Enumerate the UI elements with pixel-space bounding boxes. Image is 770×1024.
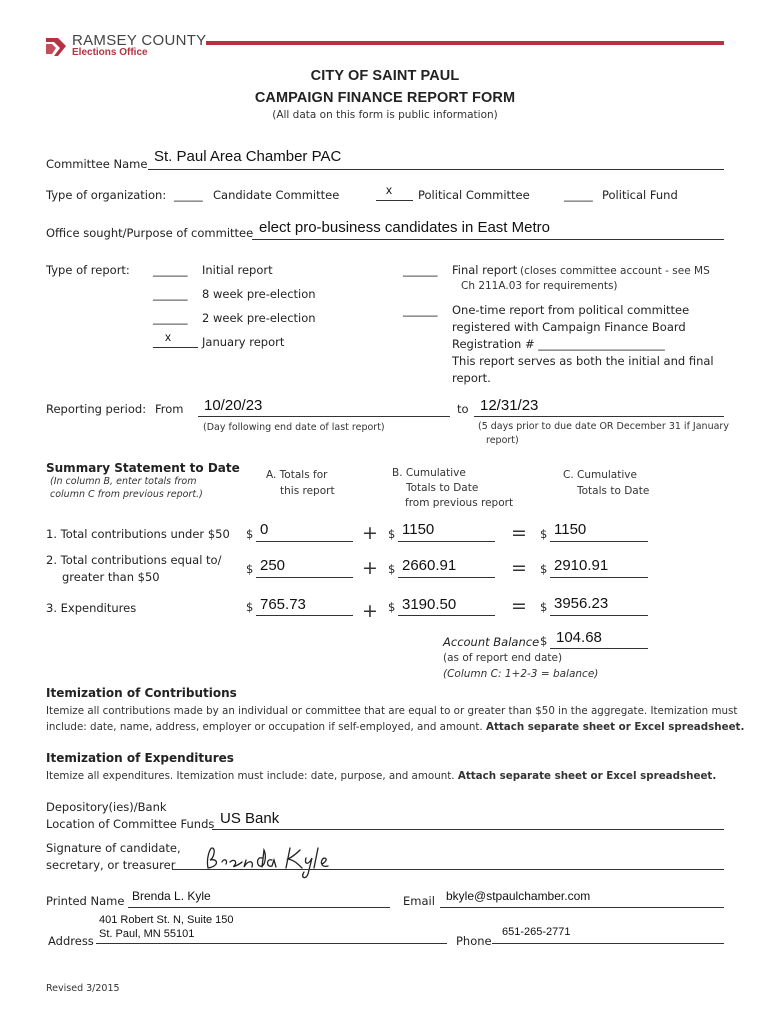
committee-name-value[interactable]: St. Paul Area Chamber PAC [154,148,342,165]
county-logo [44,34,214,60]
row3-b-currency: $ [388,600,396,614]
email-line [440,907,724,908]
col-c-head1: C. Cumulative [563,469,637,481]
org-type-fund-blank[interactable]: _____ [564,188,593,202]
report-final-note2: Ch 211A.03 for requirements) [461,280,618,292]
bank-value[interactable]: US Bank [220,810,280,827]
office-label: Office sought/Purpose of committee [46,226,254,240]
report-onetime-line2: registered with Campaign Finance Board [452,320,686,334]
col-b-head3: from previous report [405,497,514,509]
contrib-heading: Itemization of Contributions [46,686,237,700]
contrib-text1: Itemize all contributions made by an individual or committee that are equal to or greater than $50 in the aggregate. Itemization must [46,705,738,717]
org-type-political-line [376,200,413,201]
email-value[interactable]: bkyle@stpaulchamber.com [446,889,591,903]
address-line [96,943,447,944]
balance-note1: (as of report end date) [443,652,563,664]
report-january-mark[interactable]: x [165,330,171,344]
report-2week-blank[interactable]: ______ [153,311,188,325]
org-type-fund-label: Political Fund [602,188,678,202]
balance-note2: (Column C: 1+2-3 = balance) [443,668,599,680]
row3-c-currency: $ [540,600,548,614]
address-line2[interactable]: St. Paul, MN 55101 [99,928,195,940]
period-from-label: From [155,402,184,416]
report-final-label: Final report [452,263,518,277]
exp-text-plain: Itemize all expenditures. Itemization must include: date, purpose, and amount. [46,770,455,782]
county-name: RAMSEY COUNTY [72,32,207,49]
exp-heading: Itemization of Expenditures [46,751,234,765]
row3-b-value[interactable]: 3190.50 [402,596,457,613]
balance-value[interactable]: 104.68 [556,629,602,646]
row3-label: 3. Expenditures [46,601,137,615]
report-8week-label: 8 week pre-election [202,287,316,301]
row2-c-currency: $ [540,562,548,576]
summary-sub2: column C from previous report.) [50,489,203,500]
row3-c-line [550,615,648,616]
row2-c-line [550,577,648,578]
county-sub: Elections Office [72,47,148,58]
row3-equals: = [511,595,527,617]
row3-a-currency: $ [246,600,254,614]
row1-b-line [398,541,495,542]
balance-currency: $ [540,634,548,648]
period-to-line [474,416,724,417]
bank-label1: Depository(ies)/Bank [46,800,167,814]
row1-a-value[interactable]: 0 [260,521,269,538]
printed-name-line [128,907,390,908]
period-from-line [198,416,450,417]
office-line [252,239,724,240]
printed-name-value[interactable]: Brenda L. Kyle [132,889,211,903]
row3-plus: + [362,600,378,622]
col-a-head2: this report [280,485,335,497]
report-type-label: Type of report: [46,263,130,277]
form-title-note: (All data on this form is public information) [272,109,498,121]
report-initial-blank[interactable]: ______ [153,263,188,277]
row2-a-currency: $ [246,562,254,576]
row2-label2: greater than $50 [62,570,160,584]
report-onetime-line5: report. [452,371,491,385]
report-january-line [153,347,198,348]
row2-a-line [256,577,353,578]
period-label: Reporting period: [46,402,147,416]
contrib-text2 [46,721,744,733]
col-c-head2: Totals to Date [577,485,650,497]
row1-a-line [256,541,353,542]
contrib-attach-note: Attach separate sheet or Excel spreadsheet. [485,721,745,733]
report-initial-label: Initial report [202,263,273,277]
row1-label: 1. Total contributions under $50 [46,527,230,541]
period-from-note: (Day following end date of last report) [203,422,385,433]
summary-sub1: (In column B, enter totals from [50,476,197,487]
row2-b-value[interactable]: 2660.91 [402,557,457,574]
header-rule [206,41,724,45]
form-title-line1: CITY OF SAINT PAUL [310,68,460,84]
report-onetime-line4: This report serves as both the initial and final [452,354,714,368]
summary-heading: Summary Statement to Date [46,461,240,475]
exp-attach-note: Attach separate sheet or Excel spreadsheet. [457,770,717,782]
balance-line [550,648,648,649]
row2-label1: 2. Total contributions equal to/ [46,553,222,567]
row3-a-line [256,615,353,616]
sig-label2: secretary, or treasurer [46,858,176,872]
committee-name-label: Committee Name [46,157,148,171]
period-from-value[interactable]: 10/20/23 [204,397,263,414]
period-to-value[interactable]: 12/31/23 [480,397,539,414]
period-to-note2: report) [486,435,519,446]
row1-equals: = [511,522,527,544]
signature-image[interactable] [200,840,340,882]
report-final-blank[interactable]: ______ [403,263,438,277]
org-type-candidate-blank[interactable]: _____ [174,188,203,202]
form-title-line2: CAMPAIGN FINANCE REPORT FORM [254,90,516,106]
row1-b-value[interactable]: 1150 [402,521,435,538]
row2-plus: + [362,557,378,579]
report-onetime-line3: Registration # ______________________ [452,337,665,351]
row1-c-value[interactable]: 1150 [554,521,587,538]
row2-b-line [398,577,495,578]
printed-name-label: Printed Name [46,894,125,908]
address-label: Address [48,934,94,948]
exp-text [46,770,716,782]
row1-b-currency: $ [388,527,396,541]
row3-b-line [398,615,495,616]
email-label: Email [403,894,435,908]
sig-label1: Signature of candidate, [46,841,181,855]
row2-b-currency: $ [388,562,396,576]
row3-a-value[interactable]: 765.73 [260,596,306,613]
phone-label: Phone [456,934,492,948]
org-type-candidate-label: Candidate Committee [213,188,340,202]
report-final-note1: (closes committee account - see MS [520,265,710,277]
sig-line [172,869,724,870]
row1-c-currency: $ [540,527,548,541]
contrib-text2-plain: include: date, name, address, employer or occupation if self-employed, and amount. [46,721,483,733]
phone-value[interactable]: 651-265-2771 [502,926,571,938]
row2-equals: = [511,557,527,579]
committee-name-line [148,169,724,170]
bank-label2: Location of Committee Funds [46,817,215,831]
row2-a-value[interactable]: 250 [260,557,286,574]
org-type-political-label: Political Committee [418,188,530,202]
report-onetime-blank[interactable]: ______ [403,303,438,317]
col-a-head1: A. Totals for [266,469,328,481]
bank-line [212,829,724,830]
report-8week-blank[interactable]: ______ [153,287,188,301]
phone-line [492,943,724,944]
period-to-label: to [457,402,469,416]
balance-label: Account Balance [443,635,540,649]
report-onetime-line1: One-time report from political committee [452,303,690,317]
revised-note: Revised 3/2015 [46,983,120,994]
report-january-label: January report [202,335,285,349]
org-type-label: Type of organization: [46,188,167,202]
row1-plus: + [362,522,378,544]
report-2week-label: 2 week pre-election [202,311,316,325]
row1-a-currency: $ [246,527,254,541]
org-type-political-mark[interactable]: x [386,183,392,197]
address-line1[interactable]: 401 Robert St. N, Suite 150 [99,914,234,926]
office-value[interactable]: elect pro-business candidates in East Metro [259,219,550,236]
col-b-head2: Totals to Date [406,482,479,494]
period-to-note1: (5 days prior to due date OR December 31 if January [478,421,729,432]
col-b-head1: B. Cumulative [392,467,466,479]
row1-c-line [550,541,648,542]
row3-c-value[interactable]: 3956.23 [554,595,609,612]
row2-c-value[interactable]: 2910.91 [554,557,609,574]
signature-drawing [200,840,340,882]
county-logo-icon [44,36,68,58]
